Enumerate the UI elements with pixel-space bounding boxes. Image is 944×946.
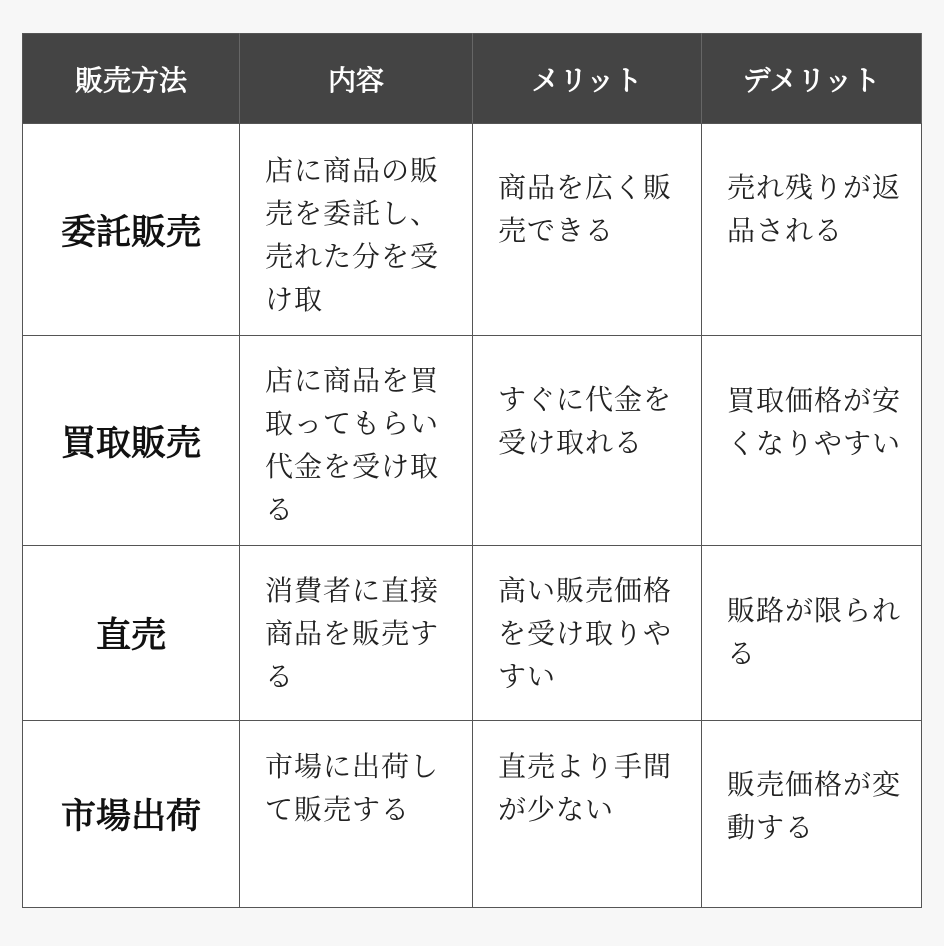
demerit-cell (702, 336, 922, 546)
table-row (23, 336, 922, 546)
header-demerit: デメリット (702, 34, 922, 124)
table-row (23, 124, 922, 336)
merit-text: 高い販売価格を受け取りやすい (498, 574, 673, 693)
content-cell (240, 336, 473, 546)
demerit-text: 買取価格が安くなりやすい (727, 384, 902, 460)
header-content: 内容 (240, 34, 473, 124)
content-cell (240, 546, 473, 721)
merit-cell (473, 124, 702, 336)
merit-cell (473, 721, 702, 908)
header-row (23, 34, 922, 124)
method-cell: 直売 (23, 546, 240, 721)
sales-method-table (22, 33, 922, 908)
merit-cell (473, 546, 702, 721)
demerit-cell (702, 546, 922, 721)
merit-text: 商品を広く販売できる (498, 171, 673, 247)
content-text: 店に商品の販売を委託し、売れた分を受け取 (265, 154, 440, 316)
demerit-text: 販売価格が変動する (727, 768, 902, 844)
demerit-cell (702, 721, 922, 908)
method-cell: 委託販売 (23, 124, 240, 336)
content-text: 店に商品を買取ってもらい代金を受け取る (265, 364, 440, 526)
header-sales-method: 販売方法 (23, 34, 240, 124)
content-cell (240, 721, 473, 908)
demerit-text: 売れ残りが返品される (727, 171, 902, 247)
merit-text: 直売より手間が少ない (498, 750, 673, 826)
content-text: 市場に出荷して販売する (265, 750, 440, 826)
table-row (23, 546, 922, 721)
merit-cell (473, 336, 702, 546)
header-merit: メリット (473, 34, 702, 124)
demerit-cell (702, 124, 922, 336)
content-text: 消費者に直接商品を販売する (265, 574, 440, 693)
method-cell: 市場出荷 (23, 721, 240, 908)
content-cell (240, 124, 473, 336)
merit-text: すぐに代金を受け取れる (498, 383, 673, 459)
method-cell: 買取販売 (23, 336, 240, 546)
table-row (23, 721, 922, 908)
demerit-text: 販路が限られる (727, 594, 902, 670)
